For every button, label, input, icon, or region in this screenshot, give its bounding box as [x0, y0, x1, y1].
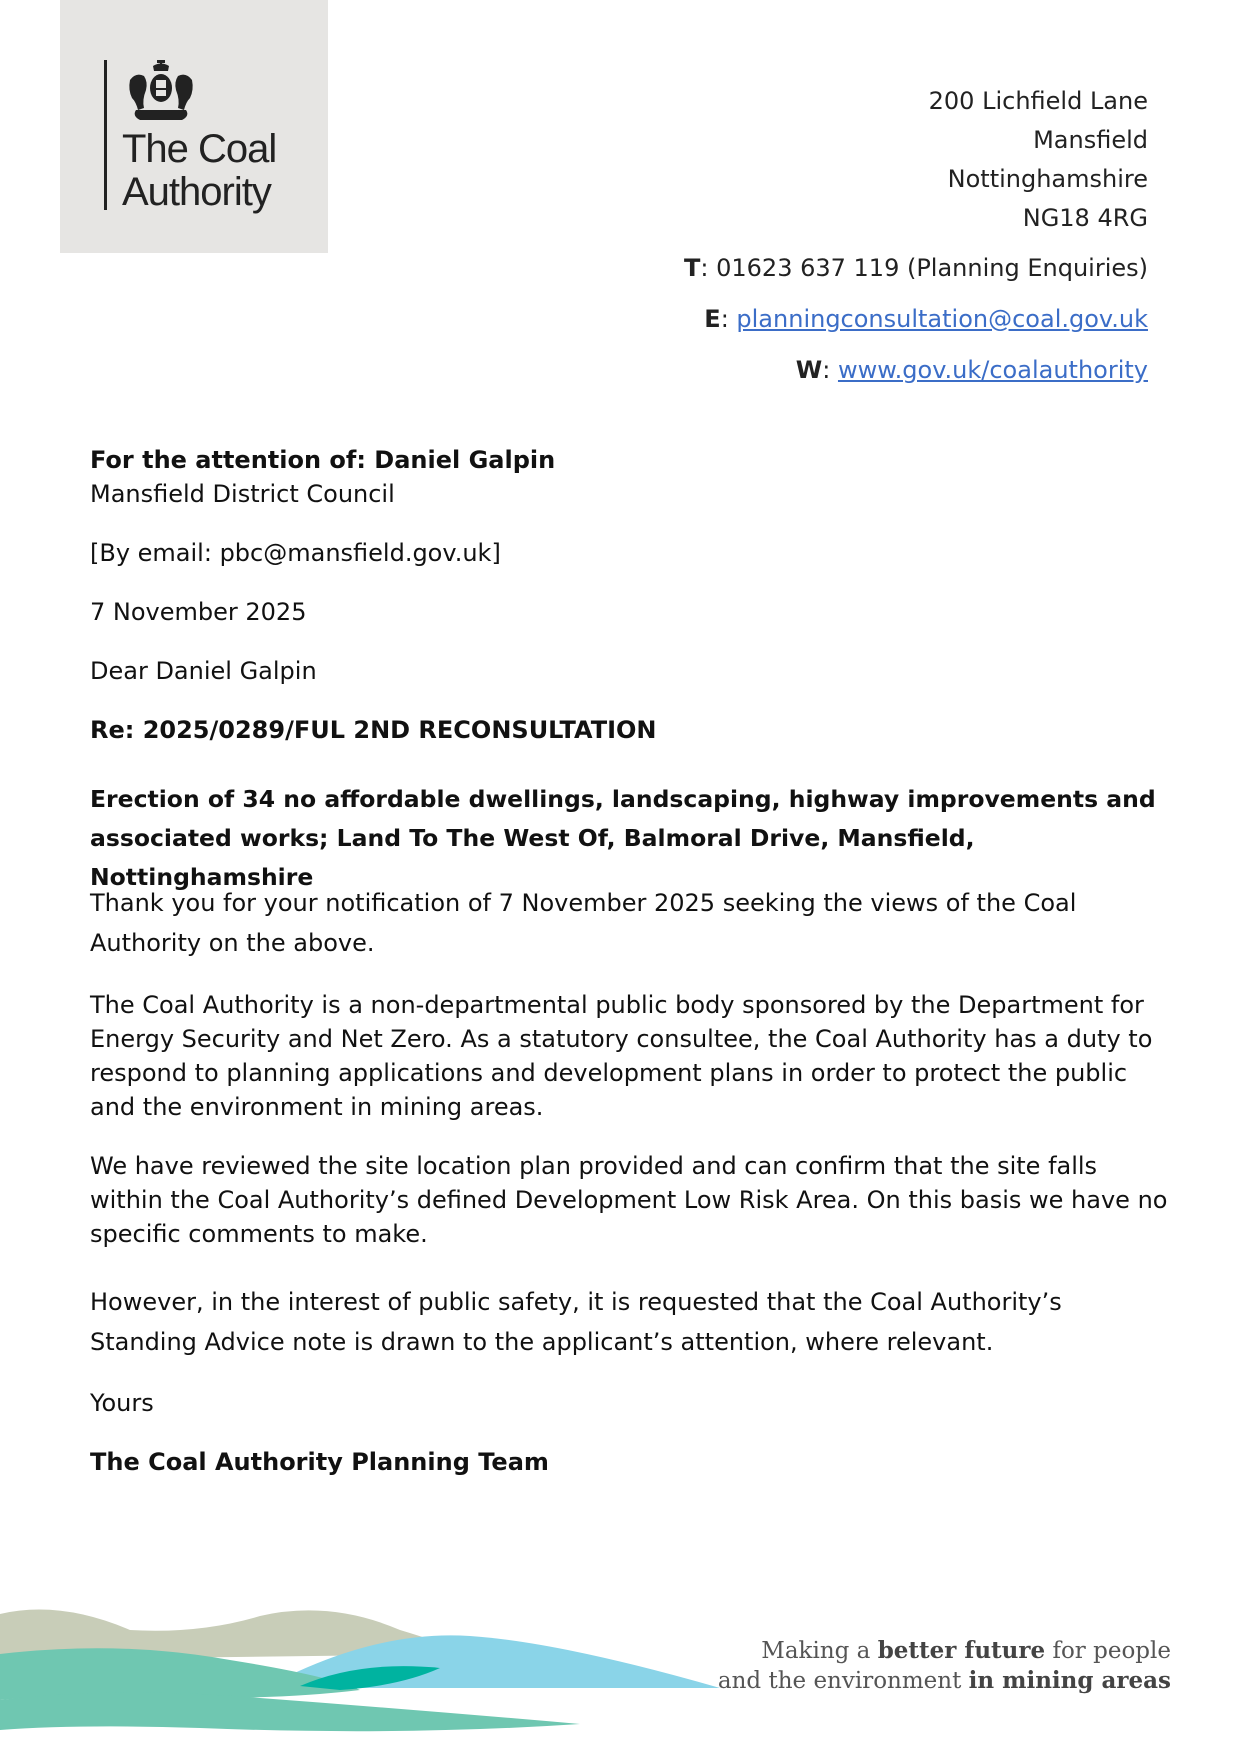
paragraph-2: The Coal Authority is a non-departmental public body sponsored by the Department for Energy Security and Net Zero. As a statutory consultee, the Coal Authority has a duty to respond to planning applications and development plans in order to protect the public and the environment in mining areas.	[90, 991, 1153, 1121]
website-link[interactable]: www.gov.uk/coalauthority	[837, 356, 1148, 384]
paragraph-4: However, in the interest of public safety, it is requested that the Coal Authority’s Standing Advice note is drawn to the applicant’s attention, where relevant.	[90, 1288, 1062, 1356]
web-label: W	[795, 356, 823, 384]
phone-number: 01623 637 119 (Planning Enquiries)	[716, 254, 1148, 282]
email-line: E: planningconsultation@coal.gov.uk	[704, 305, 1148, 333]
recipient-organisation: Mansfield District Council	[90, 480, 395, 508]
recipient-email: [By email: pbc@mansfield.gov.uk]	[90, 539, 501, 567]
logo-line-1: The Coal	[122, 127, 277, 171]
salutation: Dear Daniel Galpin	[90, 657, 317, 685]
coal-authority-logo	[60, 0, 328, 253]
royal-crest-icon	[124, 58, 198, 124]
subject-line-2: associated works; Land To The West Of, Balmoral Drive, Mansfield, Nottinghamshire	[90, 824, 975, 891]
logo-divider	[104, 60, 107, 210]
subject-heading	[90, 780, 1170, 897]
sender-address	[929, 82, 1148, 238]
paragraph-3: We have reviewed the site location plan provided and can confirm that the site falls within the Coal Authority’s defined Development Low Risk Area. On this basis we have no specific comments to make.	[90, 1152, 1168, 1248]
paragraph-1: Thank you for your notification of 7 November 2025 seeking the views of the Coal Authority on the above.	[90, 889, 1077, 957]
web-line: W: www.gov.uk/coalauthority	[795, 356, 1148, 384]
address-line: 200 Lichfield Lane	[928, 87, 1148, 115]
address-line: Mansfield	[1033, 126, 1148, 154]
logo-wordmark	[122, 128, 276, 214]
letter-date: 7 November 2025	[90, 598, 307, 626]
attention-line: For the attention of: Daniel Galpin	[90, 446, 556, 474]
subject-line-1: Erection of 34 no affordable dwellings, landscaping, highway improvements and	[90, 785, 1156, 813]
address-line: Nottinghamshire	[947, 165, 1148, 193]
closing: Yours	[90, 1389, 154, 1417]
logo-line-2: Authority	[122, 170, 271, 214]
strap-text: and the environment	[717, 1668, 969, 1694]
email-link[interactable]: planningconsultation@coal.gov.uk	[736, 305, 1148, 333]
footer-wave-graphic	[0, 1590, 760, 1754]
strap-emphasis: in mining areas	[968, 1667, 1171, 1694]
footer-strapline	[718, 1636, 1171, 1696]
phone-line: T: 01623 637 119 (Planning Enquiries)	[684, 254, 1148, 282]
strapline-line-1	[718, 1636, 1171, 1666]
email-label: E	[704, 305, 721, 333]
reference-line: Re: 2025/0289/FUL 2ND RECONSULTATION	[90, 716, 657, 744]
wave-teal	[0, 1692, 580, 1731]
strap-text: Making a	[761, 1638, 878, 1664]
phone-label: T	[684, 254, 701, 282]
address-line: NG18 4RG	[1022, 204, 1148, 232]
strap-text: for people	[1045, 1638, 1171, 1664]
strap-emphasis: better future	[877, 1637, 1046, 1664]
signature: The Coal Authority Planning Team	[90, 1448, 549, 1476]
strapline-line-2	[718, 1666, 1171, 1696]
